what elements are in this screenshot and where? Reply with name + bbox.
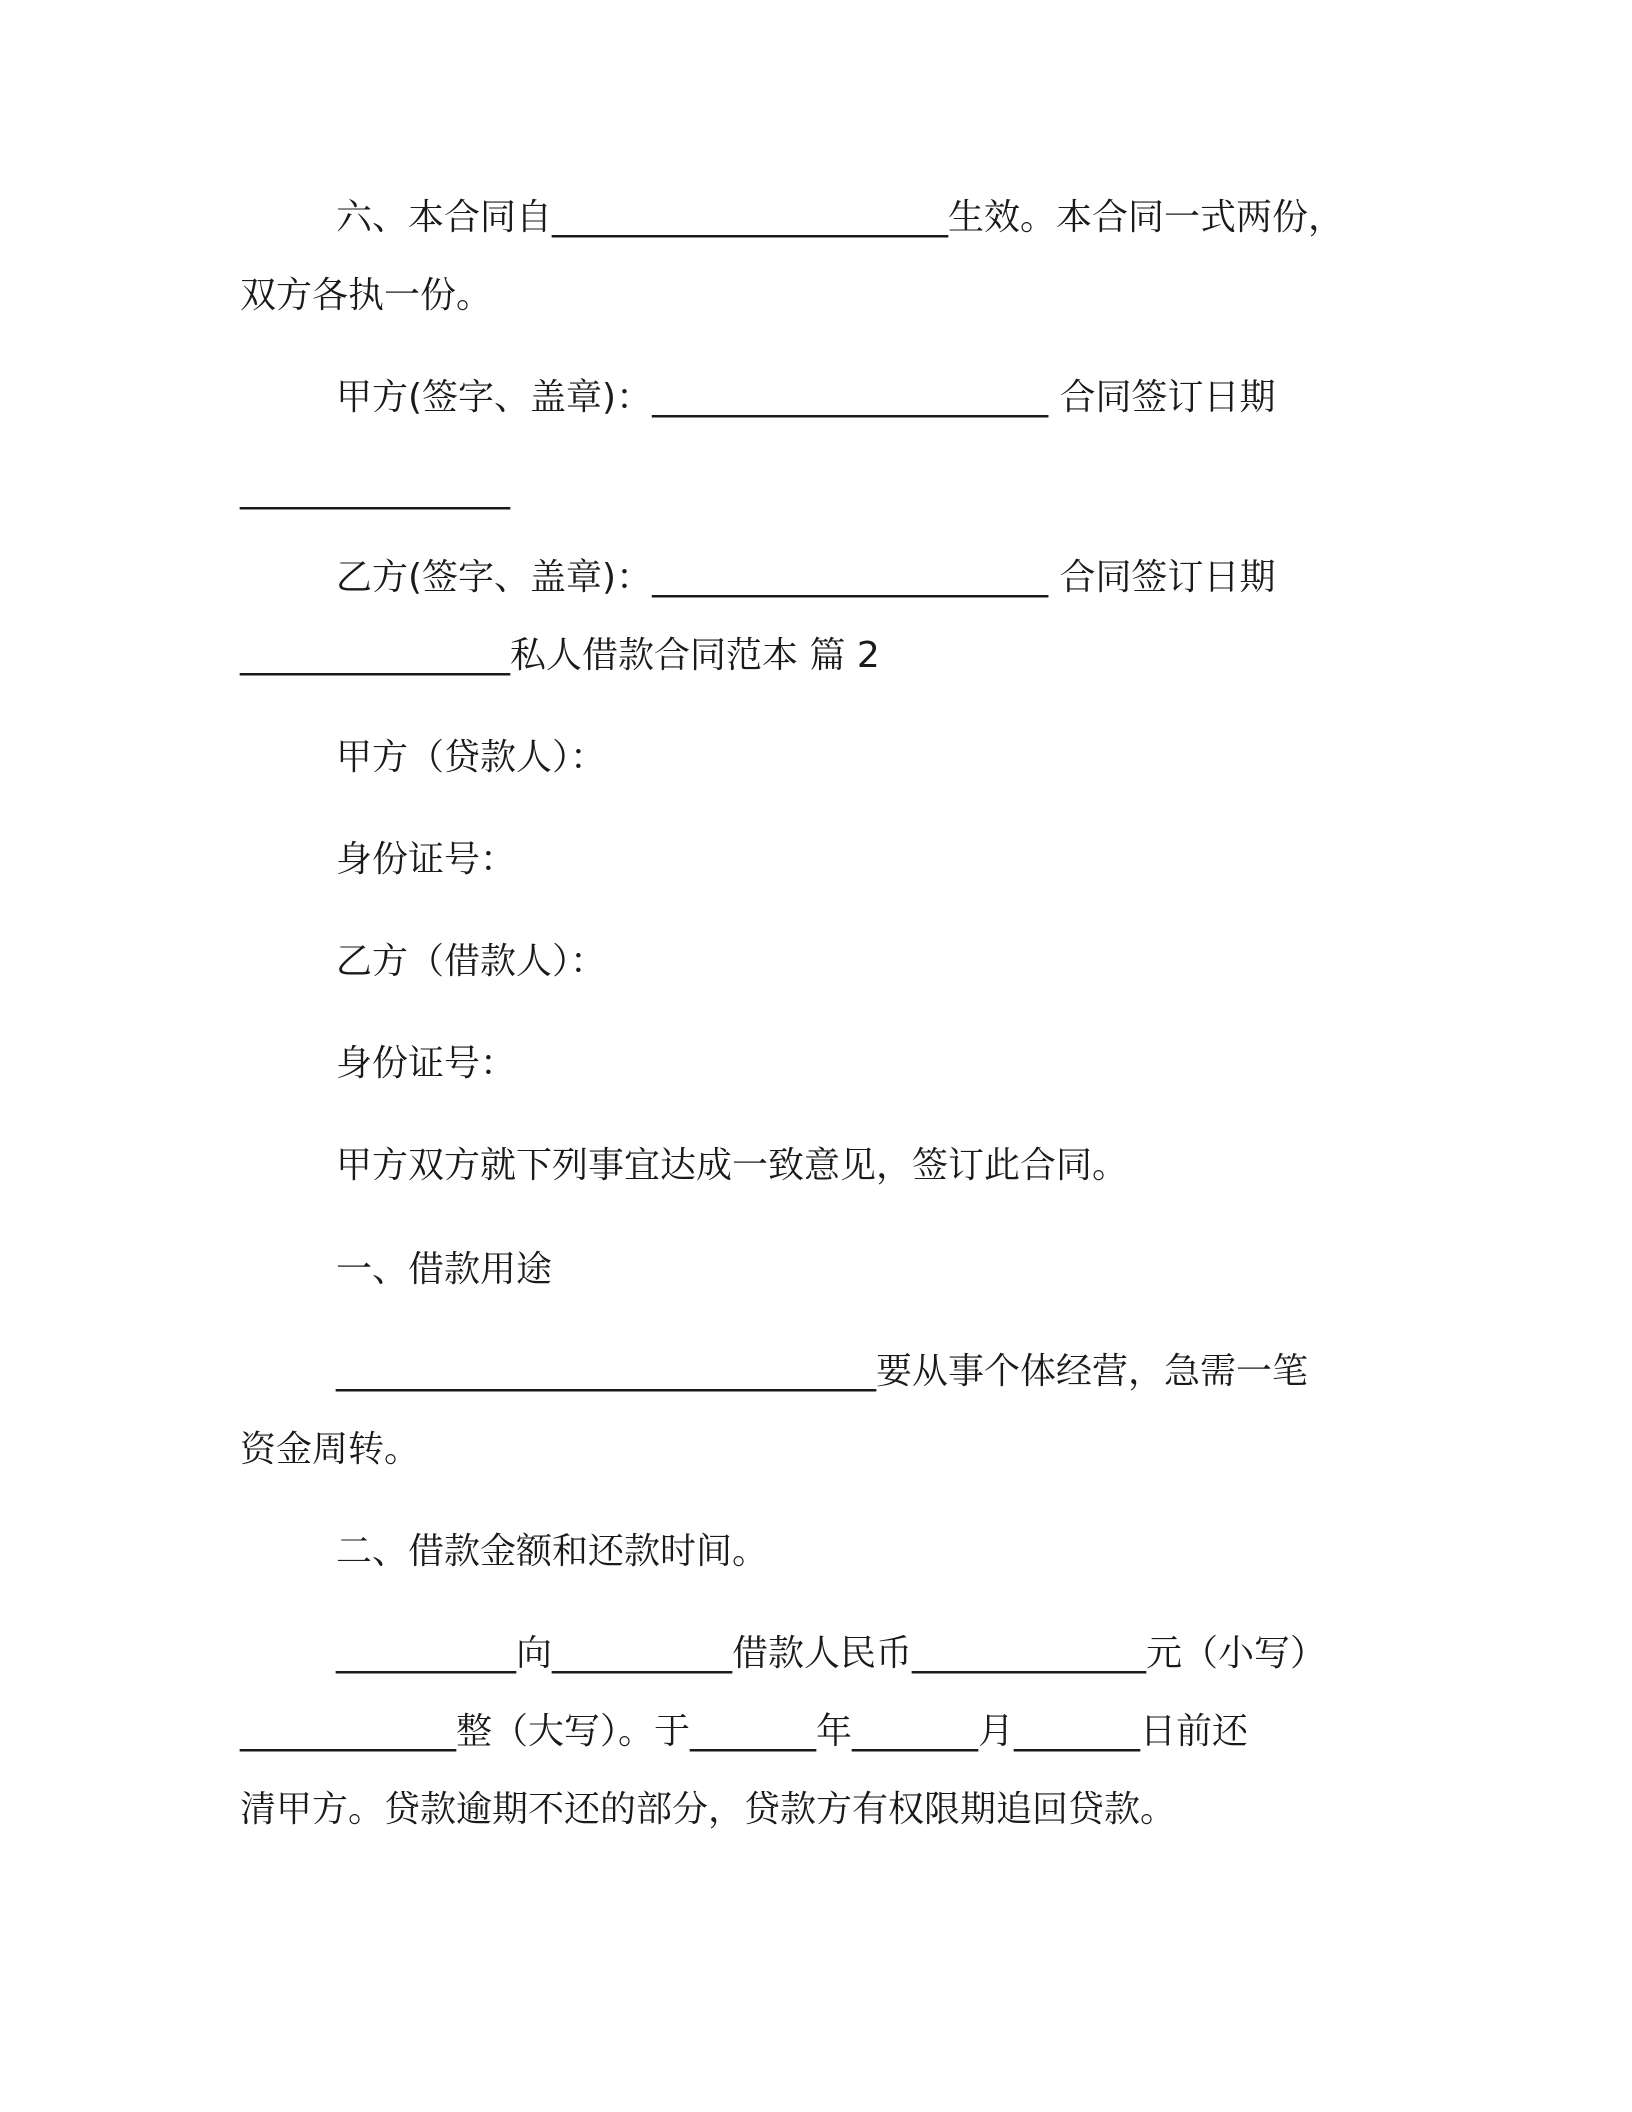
loan-amount-line-2: ____________整（大写）。于_______年_______月_______日前还 <box>240 1711 1249 1752</box>
party-a-signature-line: 甲方(签字、盖章)：______________________ 合同签订日期 <box>336 377 1276 418</box>
party-b-signature-line: 乙方(签字、盖章)：______________________ 合同签订日期 <box>336 557 1276 598</box>
loan-purpose-line-2: 资金周转。 <box>240 1429 421 1470</box>
clause-6-line-2: 双方各执一份。 <box>240 275 493 316</box>
section-1-heading: 一、借款用途 <box>336 1249 553 1290</box>
borrower-label: 乙方（借款人）： <box>336 941 607 982</box>
loan-amount-line-1: __________向__________借款人民币_____________元（小写） <box>336 1633 1327 1674</box>
loan-purpose-line-1: ______________________________要从事个体经营，急需一笔 <box>336 1351 1309 1392</box>
loan-amount-line-3: 清甲方。贷款逾期不还的部分，贷款方有权限期追回贷款。 <box>240 1789 1177 1830</box>
agreement-intro: 甲方双方就下列事宜达成一致意见，签订此合同。 <box>336 1145 1129 1186</box>
borrower-id-label: 身份证号： <box>336 1043 517 1084</box>
clause-6-line-1: 六、本合同自______________________生效。本合同一式两份， <box>336 197 1345 238</box>
lender-label: 甲方（贷款人）： <box>336 737 607 778</box>
party-a-date-blank: _______________ <box>240 469 510 510</box>
party-b-date-and-heading: _______________私人借款合同范本 篇 2 <box>240 635 880 676</box>
section-2-heading: 二、借款金额和还款时间。 <box>336 1531 769 1572</box>
lender-id-label: 身份证号： <box>336 839 517 880</box>
